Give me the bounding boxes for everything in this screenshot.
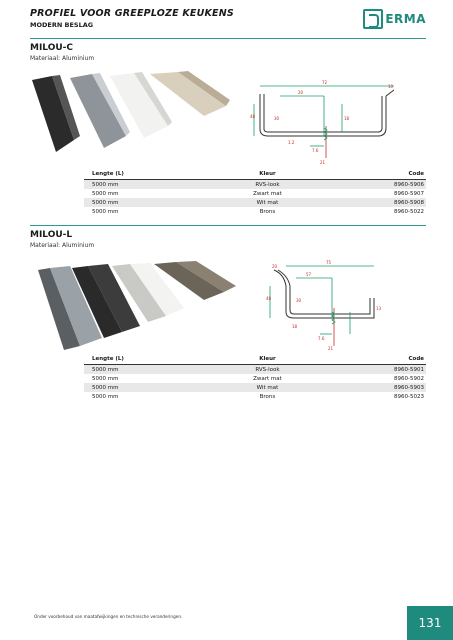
dim-label: 48 (266, 296, 272, 301)
table-row (84, 383, 426, 392)
dim-label: 18 (292, 324, 298, 329)
page-number: 131 (407, 606, 453, 640)
dim-label: 7.6 (318, 336, 325, 341)
dim-label: 75 (326, 260, 332, 265)
table-row (84, 189, 426, 198)
cell-code: 8960-5908 (319, 198, 426, 207)
cell-color: Wit mat (216, 198, 319, 207)
column-header-code: Code (319, 354, 426, 365)
page-header (30, 8, 426, 38)
dim-label: 30 (274, 116, 280, 121)
dim-label: 30 (296, 298, 302, 303)
column-header-length: Lengte (L) (84, 354, 216, 365)
cell-color: Wit mat (216, 383, 319, 392)
cell-code: 8960-5902 (394, 375, 424, 382)
cell-color: Zwart mat (253, 190, 282, 197)
dim-label: 13 (376, 306, 382, 311)
brand-logo (363, 8, 426, 30)
dim-label: 1.2 (288, 140, 295, 145)
product-photo-milou-l (36, 258, 236, 353)
product-photo-milou-c (30, 70, 230, 160)
dim-label: 21 (320, 160, 326, 165)
cell-length: 5000 mm (84, 365, 216, 375)
table-row (84, 374, 426, 383)
cell-code: 8960-5901 (319, 365, 426, 375)
section-material-milou-c: Materiaal: Aluminium (30, 55, 95, 62)
cell-length: 5000 mm (92, 375, 119, 382)
table-row (84, 180, 426, 190)
spec-table-milou-l (84, 354, 426, 401)
spec-table-milou-c (84, 169, 426, 216)
cell-color: Brons (259, 393, 276, 400)
table-row (84, 207, 426, 216)
column-header-length: Lengte (L) (84, 169, 216, 180)
cell-color: Zwart mat (253, 375, 282, 382)
cell-color: RVS-look (216, 365, 319, 375)
dim-label: 18 (344, 116, 350, 121)
cell-code: 8960-5022 (394, 208, 424, 215)
section-title-milou-l: MILOU-L (30, 230, 73, 240)
cell-color: Brons (259, 208, 276, 215)
table-header-row (84, 354, 426, 365)
logo-mark-icon (363, 9, 383, 29)
dim-label: 57 (306, 272, 312, 277)
cell-length: 5000 mm (84, 383, 216, 392)
table-row (84, 365, 426, 375)
cell-length: 5000 mm (92, 208, 119, 215)
column-header-color: Kleur (216, 169, 319, 180)
column-header-color: Kleur (216, 354, 319, 365)
section-title-milou-c: MILOU-C (30, 43, 74, 53)
cell-length: 5000 mm (92, 190, 119, 197)
table-row (84, 392, 426, 401)
dim-label: 72 (322, 80, 328, 85)
cell-code: 8960-5906 (319, 180, 426, 190)
section-divider (30, 225, 426, 226)
header-divider (30, 38, 426, 39)
cell-code: 8960-5023 (394, 393, 424, 400)
table-header-row (84, 169, 426, 180)
dim-label: 20 (298, 90, 304, 95)
page-title: PROFIEL VOOR GREEPLOZE KEUKENS (30, 8, 234, 19)
cell-color: RVS-look (216, 180, 319, 190)
table-row (84, 198, 426, 207)
page-subtitle: MODERN BESLAG (30, 21, 94, 29)
column-header-code: Code (319, 169, 426, 180)
dim-label: 48 (250, 114, 256, 119)
cell-code: 8960-5903 (319, 383, 426, 392)
cell-length: 5000 mm (84, 198, 216, 207)
dim-label: 21 (328, 346, 334, 350)
cell-code: 8960-5907 (394, 190, 424, 197)
logo-text: ERMA (385, 12, 426, 26)
technical-drawing-milou-l (266, 260, 406, 350)
dim-label: 20 (272, 264, 278, 269)
section-material-milou-l: Materiaal: Aluminium (30, 242, 95, 249)
dim-label: 10 (388, 84, 394, 89)
dim-label: 7.6 (312, 148, 319, 153)
cell-length: 5000 mm (92, 393, 119, 400)
footer-disclaimer: Onder voorbehoud van maatafwijkingen en technische veranderingen. (34, 614, 183, 619)
technical-drawing-milou-c (250, 74, 400, 170)
cell-length: 5000 mm (84, 180, 216, 190)
